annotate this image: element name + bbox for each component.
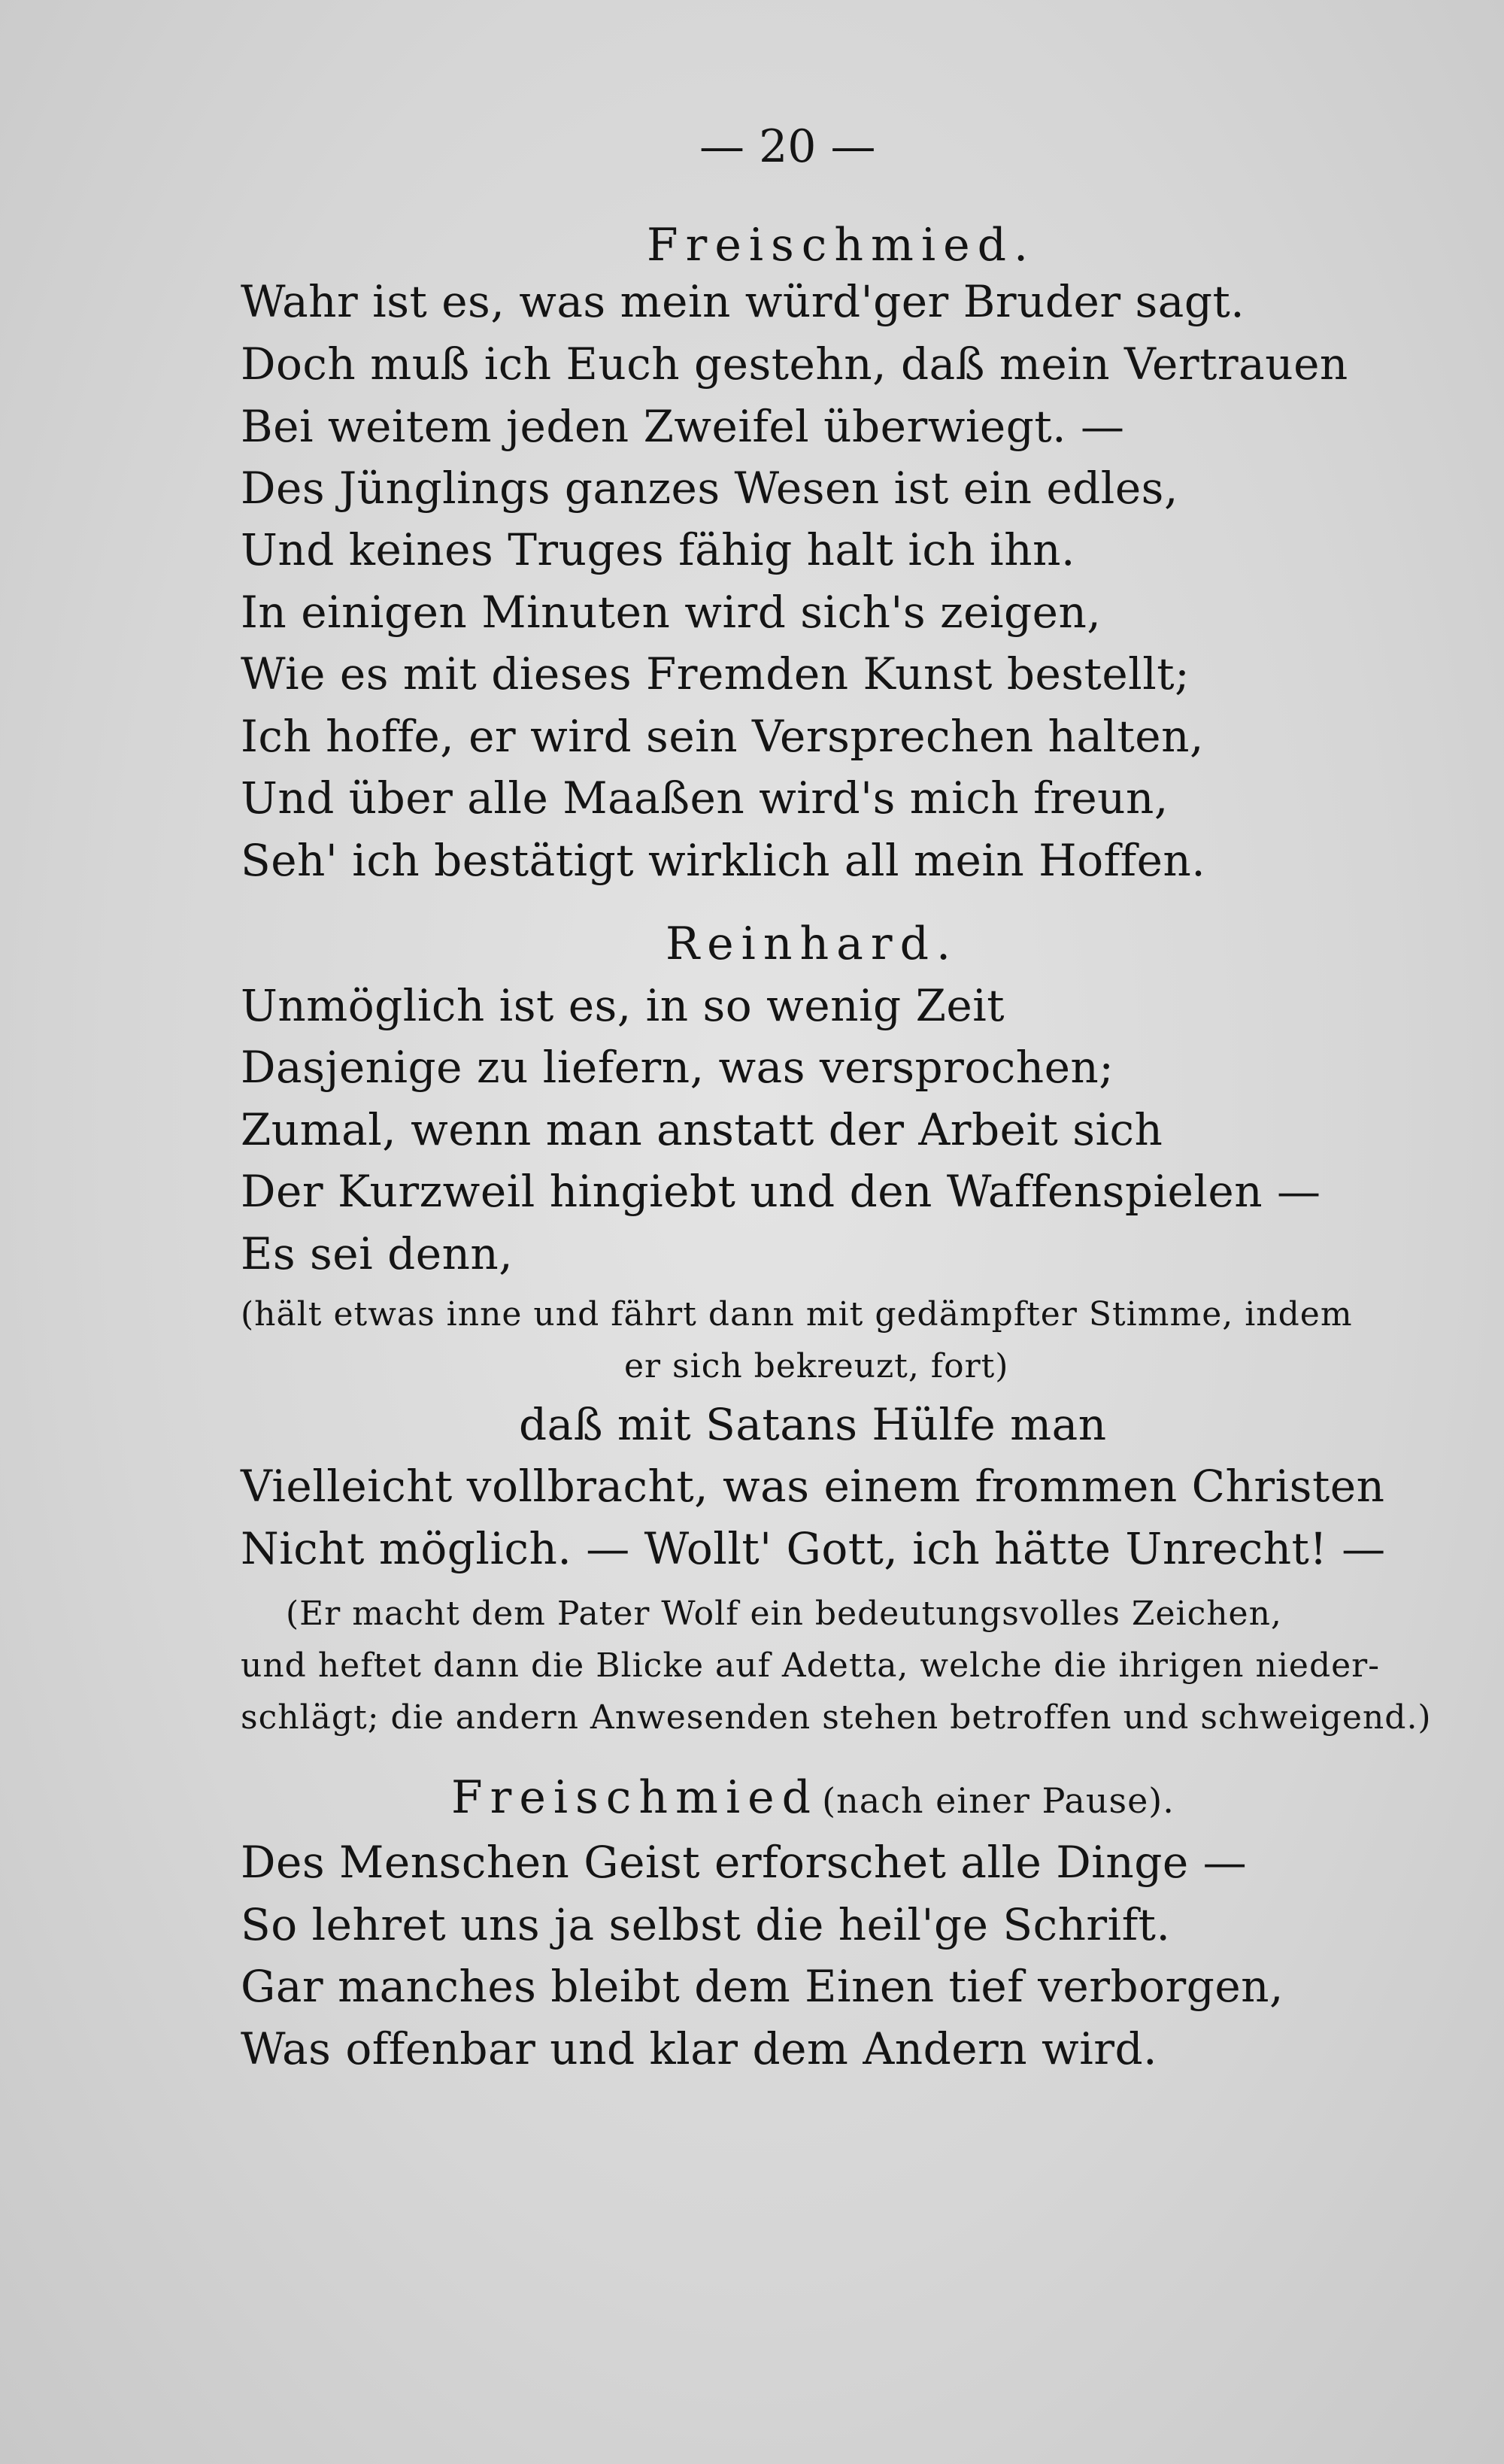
page-number: — 20 — <box>699 120 876 173</box>
verse-line: Bei weitem jeden Zweifel überwiegt. — <box>241 401 1125 452</box>
stage-direction-line: er sich bekreuzt, fort) <box>624 1347 1009 1385</box>
verse-line: Der Kurzweil hingiebt und den Waffenspielen — <box>241 1166 1321 1217</box>
speaker-name: Freischmied. <box>647 219 1036 272</box>
stage-direction-line: (Er macht dem Pater Wolf ein bedeutungsvolles Zeichen, <box>286 1595 1282 1633</box>
stage-direction-line: (hält etwas inne und fährt dann mit gedämpfter Stimme, indem <box>241 1295 1353 1334</box>
verse-line: Unmöglich ist es, in so wenig Zeit <box>241 980 1005 1031</box>
verse-line: Seh' ich bestätigt wirklich all mein Hoffen. <box>241 835 1206 886</box>
stage-direction-line: schlägt; die andern Anwesenden stehen betroffen und schweigend.) <box>241 1698 1432 1737</box>
verse-line: Ich hoffe, er wird sein Versprechen halten, <box>241 711 1204 762</box>
verse-line: Des Jünglings ganzes Wesen ist ein edles, <box>241 463 1178 514</box>
verse-line: daß mit Satans Hülfe man <box>519 1399 1107 1450</box>
verse-line: Zumal, wenn man anstatt der Arbeit sich <box>241 1104 1163 1155</box>
stage-direction-line: und heftet dann die Blicke auf Adetta, welche die ihrigen nieder- <box>241 1646 1381 1685</box>
verse-line: Des Menschen Geist erforschet alle Dinge — <box>241 1837 1248 1888</box>
speaker-note: (nach einer Pause). <box>822 1780 1175 1821</box>
verse-line: Doch muß ich Euch gestehn, daß mein Vertrauen <box>241 338 1348 390</box>
verse-line: Es sei denn, <box>241 1228 514 1279</box>
verse-line: Was offenbar und klar dem Andern wird. <box>241 2023 1158 2074</box>
verse-line: Und keines Truges fähig halt ich ihn. <box>241 524 1075 575</box>
verse-line: Nicht möglich. — Wollt' Gott, ich hätte Unrecht! — <box>241 1523 1386 1574</box>
verse-line: Wahr ist es, was mein würd'ger Bruder sagt. <box>241 276 1245 327</box>
verse-line: So lehret uns ja selbst die heil'ge Schrift. <box>241 1899 1171 1950</box>
verse-line: Dasjenige zu liefern, was versprochen; <box>241 1042 1114 1093</box>
verse-line: Und über alle Maaßen wird's mich freun, <box>241 772 1169 824</box>
verse-line: In einigen Minuten wird sich's zeigen, <box>241 587 1102 638</box>
speaker-heading <box>451 1771 1175 1824</box>
verse-line: Gar manches bleibt dem Einen tief verborgen, <box>241 1961 1284 2012</box>
speaker-name: Freischmied <box>451 1771 819 1824</box>
speaker-name: Reinhard. <box>666 918 959 970</box>
verse-line: Wie es mit dieses Fremden Kunst bestellt; <box>241 648 1190 699</box>
verse-line: Vielleicht vollbracht, was einem frommen Christen <box>241 1461 1385 1512</box>
